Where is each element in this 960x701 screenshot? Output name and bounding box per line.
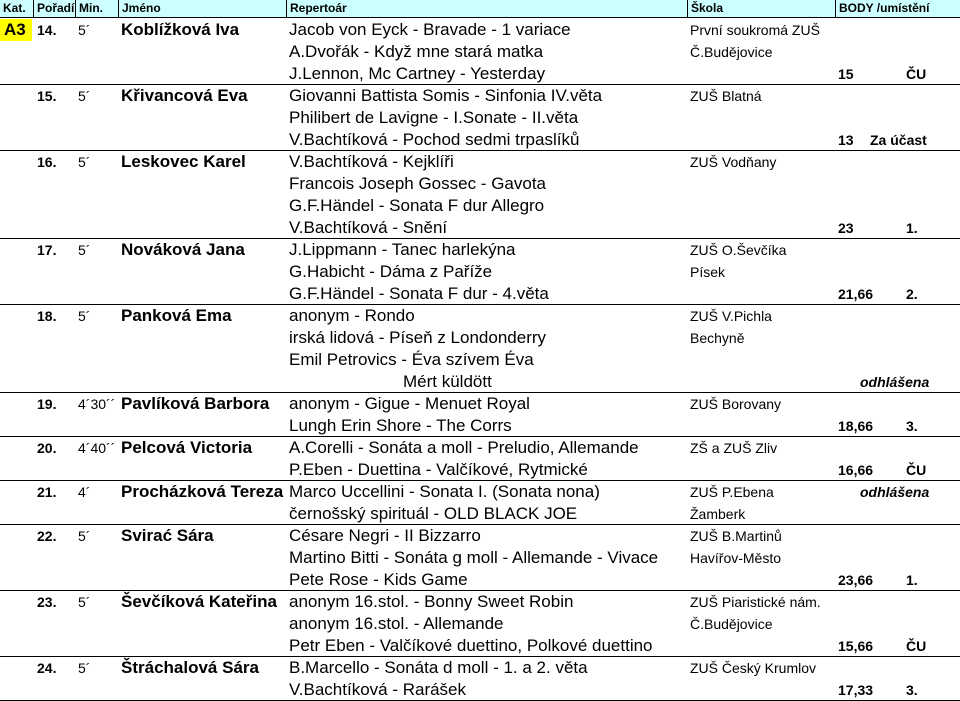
repertoire-piece: anonym 16.stol. - Bonny Sweet Robin — [289, 592, 574, 611]
repertoire — [289, 437, 639, 481]
repertoire-piece: V.Bachtíková - Snění — [289, 218, 448, 237]
school — [690, 393, 781, 415]
repertoire-piece: V.Bachtíková - Kejklíři — [289, 152, 454, 171]
repertoire-piece: Jacob von Eyck - Bravade - 1 variace — [289, 20, 571, 39]
table-row — [0, 19, 960, 85]
placement: ČU — [906, 638, 927, 654]
header-poradi: Pořadí — [33, 0, 75, 17]
repertoire-piece: Emil Petrovics - Éva szívem Éva — [289, 350, 534, 369]
school-line: ZŠ a ZUŠ Zliv — [690, 440, 778, 456]
repertoire — [289, 85, 602, 151]
category-label: A3 — [0, 19, 32, 41]
school-line: ZUŠ Český Krumlov — [690, 660, 817, 676]
repertoire-piece: Philibert de Lavigne - I.Sonate - II.věta — [289, 108, 579, 127]
table-row — [0, 525, 960, 591]
school-line: ZUŠ B.Martinů — [690, 528, 782, 544]
school — [690, 481, 774, 525]
row-number: 19. — [37, 396, 57, 412]
table-row — [0, 151, 960, 239]
repertoire-piece: Francois Joseph Gossec - Gavota — [289, 174, 547, 193]
school-line: ZUŠ P.Ebena — [690, 484, 774, 500]
school-line: ZUŠ Borovany — [690, 396, 782, 412]
school — [690, 85, 762, 107]
school — [690, 239, 786, 283]
repertoire-piece: P.Eben - Duettina - Valčíkové, Rytmické — [289, 460, 588, 479]
school-line: Č.Budějovice — [690, 616, 773, 632]
repertoire-piece: V.Bachtíková - Pochod sedmi trpaslíků — [289, 130, 580, 149]
repertoire-piece: Giovanni Battista Somis - Sinfonia IV.věta — [289, 86, 603, 105]
points: 16,66 — [838, 462, 874, 478]
row-number: 21. — [37, 484, 57, 500]
repertoire — [289, 151, 546, 239]
repertoire-piece: černošský spirituál - OLD BLACK JOE — [289, 504, 578, 523]
row-minutes: 5´ — [78, 308, 91, 324]
status-note: odhlášena — [860, 374, 930, 390]
row-number: 18. — [37, 308, 57, 324]
student-name: Koblížková Iva — [121, 20, 240, 39]
repertoire-piece: J.Lippmann - Tanec harlekýna — [289, 240, 516, 259]
points: 21,66 — [838, 286, 874, 302]
row-number: 17. — [37, 242, 57, 258]
row-number: 14. — [37, 22, 57, 38]
school-line: ZUŠ Vodňany — [690, 154, 777, 170]
repertoire — [289, 657, 588, 701]
header-body: BODY /umístění — [835, 0, 960, 17]
table-header — [0, 0, 960, 18]
table-row — [0, 481, 960, 525]
header-jmeno: Jméno — [118, 0, 286, 17]
repertoire-piece: anonym 16.stol. - Allemande — [289, 614, 504, 633]
placement: 3. — [906, 682, 918, 698]
school — [690, 305, 772, 349]
placement: 2. — [906, 286, 918, 302]
points: 18,66 — [838, 418, 874, 434]
school-line: ZUŠ O.Ševčíka — [690, 242, 787, 258]
student-name: Křivancová Eva — [121, 86, 248, 105]
school-line: Žamberk — [690, 506, 746, 522]
row-minutes: 5´ — [78, 528, 91, 544]
repertoire-piece: Petr Eben - Valčíkové duettino, Polkové duettino — [289, 636, 653, 655]
repertoire-piece: Mért küldött — [403, 372, 492, 391]
points: 15 — [838, 66, 854, 82]
row-number: 20. — [37, 440, 57, 456]
repertoire — [289, 393, 530, 437]
student-name: Procházková Tereza — [121, 482, 284, 501]
table-row — [0, 591, 960, 657]
repertoire-piece: G.F.Händel - Sonata F dur - 4.věta — [289, 284, 549, 303]
repertoire-piece: Marco Uccellini - Sonata I. (Sonata nona) — [289, 482, 600, 501]
repertoire-piece: J.Lennon, Mc Cartney - Yesterday — [289, 64, 546, 83]
repertoire-piece: A.Dvořák - Když mne stará matka — [289, 42, 544, 61]
repertoire-piece: Lungh Erin Shore - The Corrs — [289, 416, 512, 435]
repertoire-piece: irská lidová - Píseň z Londonderry — [289, 328, 547, 347]
table-row — [0, 657, 960, 701]
table-row — [0, 239, 960, 305]
school-line: Č.Budějovice — [690, 44, 773, 60]
school-line: Havířov-Město — [690, 550, 782, 566]
school — [690, 591, 821, 635]
header-repertoar: Repertoár — [286, 0, 687, 17]
placement: ČU — [906, 462, 927, 478]
row-minutes: 5´ — [78, 242, 91, 258]
repertoire — [289, 481, 600, 525]
placement: 3. — [906, 418, 918, 434]
repertoire-piece: G.F.Händel - Sonata F dur Allegro — [289, 196, 545, 215]
placement: ČU — [906, 66, 927, 82]
points: 13 — [838, 132, 854, 148]
row-minutes: 4´ — [78, 484, 91, 500]
school-line: ZUŠ Blatná — [690, 88, 762, 104]
points: 23,66 — [838, 572, 874, 588]
student-name: Pelcová Victoria — [121, 438, 253, 457]
placement: 1. — [906, 220, 918, 236]
repertoire-piece: Martino Bitti - Sonáta g moll - Allemande - Vivace — [289, 548, 659, 567]
row-number: 24. — [37, 660, 57, 676]
school-line: Bechyně — [690, 330, 745, 346]
school — [690, 525, 782, 569]
student-name: Štráchalová Sára — [121, 658, 259, 677]
repertoire-piece: Pete Rose - Kids Game — [289, 570, 468, 589]
student-name: Nováková Jana — [121, 240, 245, 259]
row-number: 16. — [37, 154, 57, 170]
row-minutes: 5´ — [78, 660, 91, 676]
student-name: Svirać Sára — [121, 526, 214, 545]
school-line: Písek — [690, 264, 726, 280]
table-row — [0, 85, 960, 151]
row-number: 15. — [37, 88, 57, 104]
school-line: ZUŠ Piaristické nám. — [690, 594, 821, 610]
points: 17,33 — [838, 682, 874, 698]
student-name: Leskovec Karel — [121, 152, 246, 171]
table-row — [0, 305, 960, 393]
row-minutes: 5´ — [78, 22, 91, 38]
status-note: odhlášena — [860, 484, 930, 500]
row-number: 23. — [37, 594, 57, 610]
points: 15,66 — [838, 638, 874, 654]
table-row — [0, 437, 960, 481]
placement: Za účast — [870, 132, 927, 148]
header-skola: Škola — [687, 0, 835, 17]
header-kat: Kat. — [3, 1, 26, 15]
repertoire-piece: B.Marcello - Sonáta d moll - 1. a 2. věta — [289, 658, 588, 677]
repertoire — [289, 305, 546, 393]
repertoire-piece: V.Bachtíková - Rarášek — [289, 680, 467, 699]
school — [690, 19, 820, 63]
school-line: První soukromá ZUŠ — [690, 22, 820, 38]
table-row — [0, 393, 960, 437]
school — [690, 657, 816, 679]
school — [690, 437, 777, 459]
row-minutes: 5´ — [78, 594, 91, 610]
school-line: ZUŠ V.Pichla — [690, 308, 772, 324]
student-name: Panková Ema — [121, 306, 232, 325]
repertoire-piece: A.Corelli - Sonáta a moll - Preludio, Allemande — [289, 438, 639, 457]
repertoire — [289, 19, 571, 85]
placement: 1. — [906, 572, 918, 588]
repertoire — [289, 239, 549, 305]
points: 23 — [838, 220, 854, 236]
row-minutes: 4´40´´ — [78, 440, 116, 456]
header-min: Min. — [75, 0, 118, 17]
repertoire-piece: anonym - Gigue - Menuet Royal — [289, 394, 530, 413]
repertoire — [289, 525, 658, 591]
student-name: Ševčíková Kateřina — [121, 592, 277, 611]
school — [690, 151, 776, 173]
student-name: Pavlíková Barbora — [121, 394, 270, 413]
repertoire-piece: anonym - Rondo — [289, 306, 415, 325]
row-number: 22. — [37, 528, 57, 544]
repertoire-piece: Césare Negri - II Bizzarro — [289, 526, 481, 545]
row-minutes: 5´ — [78, 88, 91, 104]
repertoire — [289, 591, 653, 657]
row-minutes: 4´30´´ — [78, 396, 116, 412]
repertoire-piece: G.Habicht - Dáma z Paříže — [289, 262, 493, 281]
row-minutes: 5´ — [78, 154, 91, 170]
